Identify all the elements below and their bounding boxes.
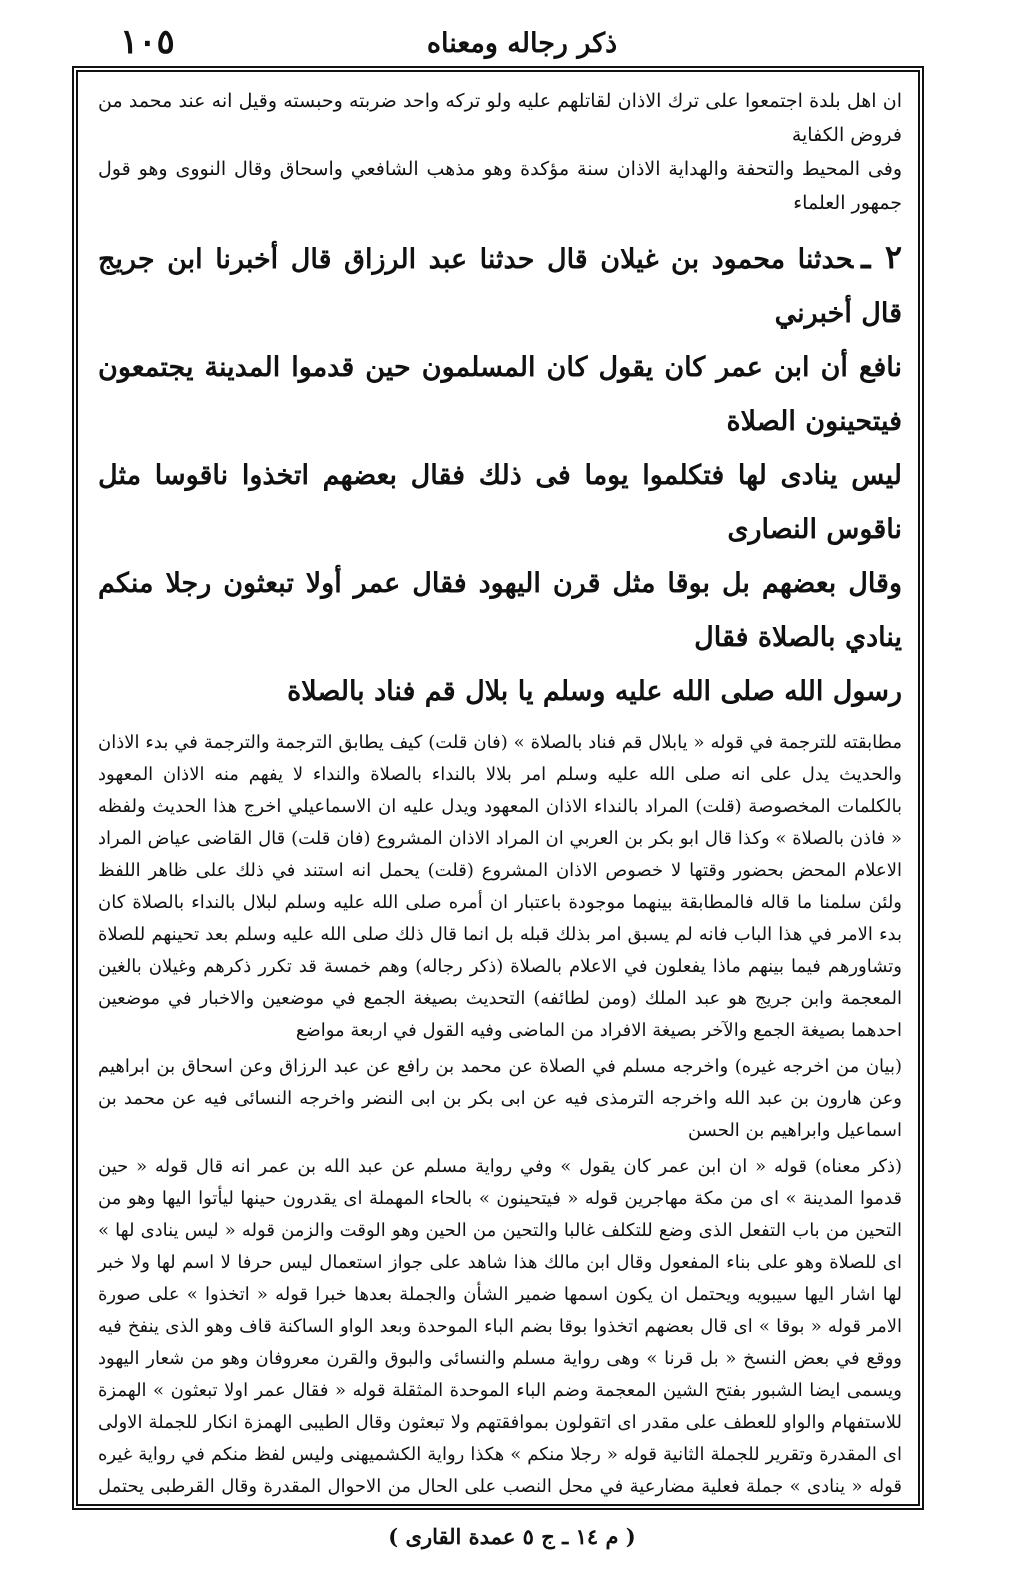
commentary-paragraph: مطابقته للترجمة في قوله « يابلال قم فناد بالصلاة » (فان قلت) كيف يطابق الترجمة والترجمة في بدء الاذان والحديث يدل على انه صلى الله عليه وسلم امر بلالا بالنداء بالصلاة والنداء لا يفهم منه الاذان المعهود بالكلمات المخصوصة (قلت) المراد بالنداء الاذان المعهود ويدل عليه ان الاسماعيلي اخرج هذا الحديث ولفظه « فاذن بالصلاة » وكذا قال ابو بكر بن العربي ان المراد الاذان المشروع (فان قلت) قال القاضى عياض المراد الاعلام المحض بحضور وقتها لا خصوص الاذان المشروع (قلت) يحمل انه استند في ذلك على ظاهر اللفظ ولئن سلمنا ما قاله فالمطابقة بينهما موجودة باعتبار ان أمره صلى الله عليه وسلم لبلال بالنداء بالصلاة كان بدء الامر في هذا الباب فانه لم يسبق امر بذلك قبله بل انما قال ذلك صلى الله عليه وسلم بعد تحينهم للصلاة وتشاورهم فيما بينهم ماذا يفعلون في الاعلام بالصلاة (ذكر رجاله) وهم خمسة قد تكرر ذكرهم وغيلان بالغين المعجمة وابن جريج هو عبد الملك (ومن لطائفه) التحديث بصيغة الجمع في موضعين والاخبار في موضعين احدهما بصيغة الجمع والآخر بصيغة الافراد من الماضى وفيه القول في اربعة مواضع — [98, 732, 902, 1041]
page-content — [98, 84, 903, 1497]
commentary-paragraph: (ذكر معناه) قوله « ان ابن عمر كان يقول » وفي رواية مسلم عن عبد الله بن عمر انه قال قوله « حين قدموا المدينة » اى من مكة مهاجرين قوله « فيتحينون » بالحاء المهملة اى يقدرون حينها ليأتوا اليها وهو من التحين من باب التفعل الذى وضع للتكلف غالبا والتحين من الحين وهو الوقت والزمن قوله « ليس ينادى لها » اى للصلاة وهو على بناء المفعول وقال ابن مالك هذا شاهد على جواز استعمال ليس حرفا لا اسم لها ولا خبر لها اشار اليها سيبويه ويحتمل ان يكون اسمها ضمير الشأن والجملة بعدها خبرا قوله « اتخذوا » على صورة الامر قوله « بوقا » اى قال بعضهم اتخذوا بوقا بضم الباء الموحدة وبعد الواو الساكنة قاف وهو الذى ينفخ فيه ووقع في بعض النسخ « بل قرنا » وهى رواية مسلم والنسائى والبوق والقرن معروفان وهو من شعار اليهود ويسمى ايضا الشبور بفتح الشين المعجمة وضم الباء الموحدة المثقلة قوله « فقال عمر اولا تبعثون » الهمزة للاستفهام والواو للعطف على مقدر اى اتقولون بموافقتهم ولا تبعثون وقال الطيبى الهمزة انكار للجملة الاولى اى المقدرة وتقرير للجملة الثانية قوله « رجلا منكم » هكذا رواية الكشميهنى وليس لفظ منكم في رواية غيره قوله « ينادى » جملة فعلية مضارعية في محل النصب على الحال من الاحوال المقدرة وقال القرطبى يحتمل — [98, 1156, 902, 1497]
hadith-line: وقال بعضهم بل بوقا مثل قرن اليهود فقال عمر أولا تبعثون رجلا منكم ينادي بالصلاة فقال — [98, 568, 902, 653]
hadith-line — [98, 230, 902, 341]
hadith-line: نافع أن ابن عمر كان يقول كان المسلمون حين قدموا المدينة يجتمعون فيتحينون الصلاة — [98, 352, 902, 437]
hadith-text — [98, 230, 902, 719]
commentary — [98, 727, 902, 1510]
page-header — [72, 14, 952, 64]
intro-line: ان اهل بلدة اجتمعوا على ترك الاذان لقاتلهم عليه ولو تركه واحد ضربته وحبسته وقيل انه عند محمد من فروض الكفاية — [98, 90, 902, 146]
intro-line: وفى المحيط والتحفة والهداية الاذان سنة مؤكدة وهو مذهب الشافعي واسحاق وقال النووى وهو قول جمهور العلماء — [98, 158, 902, 214]
running-title: ذكر رجاله ومعناه — [426, 28, 618, 59]
intro-paragraph — [98, 84, 902, 220]
page-number: ١٠٥ — [120, 22, 175, 62]
commentary-paragraph: (بيان من اخرجه غيره) واخرجه مسلم في الصلاة عن محمد بن رافع عن عبد الرزاق وعن اسحاق بن ابراهيم وعن هارون بن عبد الله واخرجه الترمذى فيه عن ابى بكر بن ابى النضر واخرجه النسائى فيه عن محمد بن اسماعيل وابراهيم بن الحسن — [98, 1056, 902, 1141]
hadith-number: ٢ ـ — [861, 238, 903, 276]
page-frame — [72, 66, 924, 1510]
page-footer: ( م ١٤ ـ ج ٥ عمدة القارى ) — [388, 1524, 636, 1549]
hadith-line: رسول الله صلى الله عليه وسلم يا بلال قم فناد بالصلاة — [287, 676, 902, 707]
hadith-line-text: حدثنا محمود بن غيلان قال حدثنا عبد الرزاق قال أخبرنا ابن جريج قال أخبرني — [98, 244, 902, 329]
hadith-line: ليس ينادى لها فتكلموا يوما فى ذلك فقال بعضهم اتخذوا ناقوسا مثل ناقوس النصارى — [98, 460, 902, 545]
